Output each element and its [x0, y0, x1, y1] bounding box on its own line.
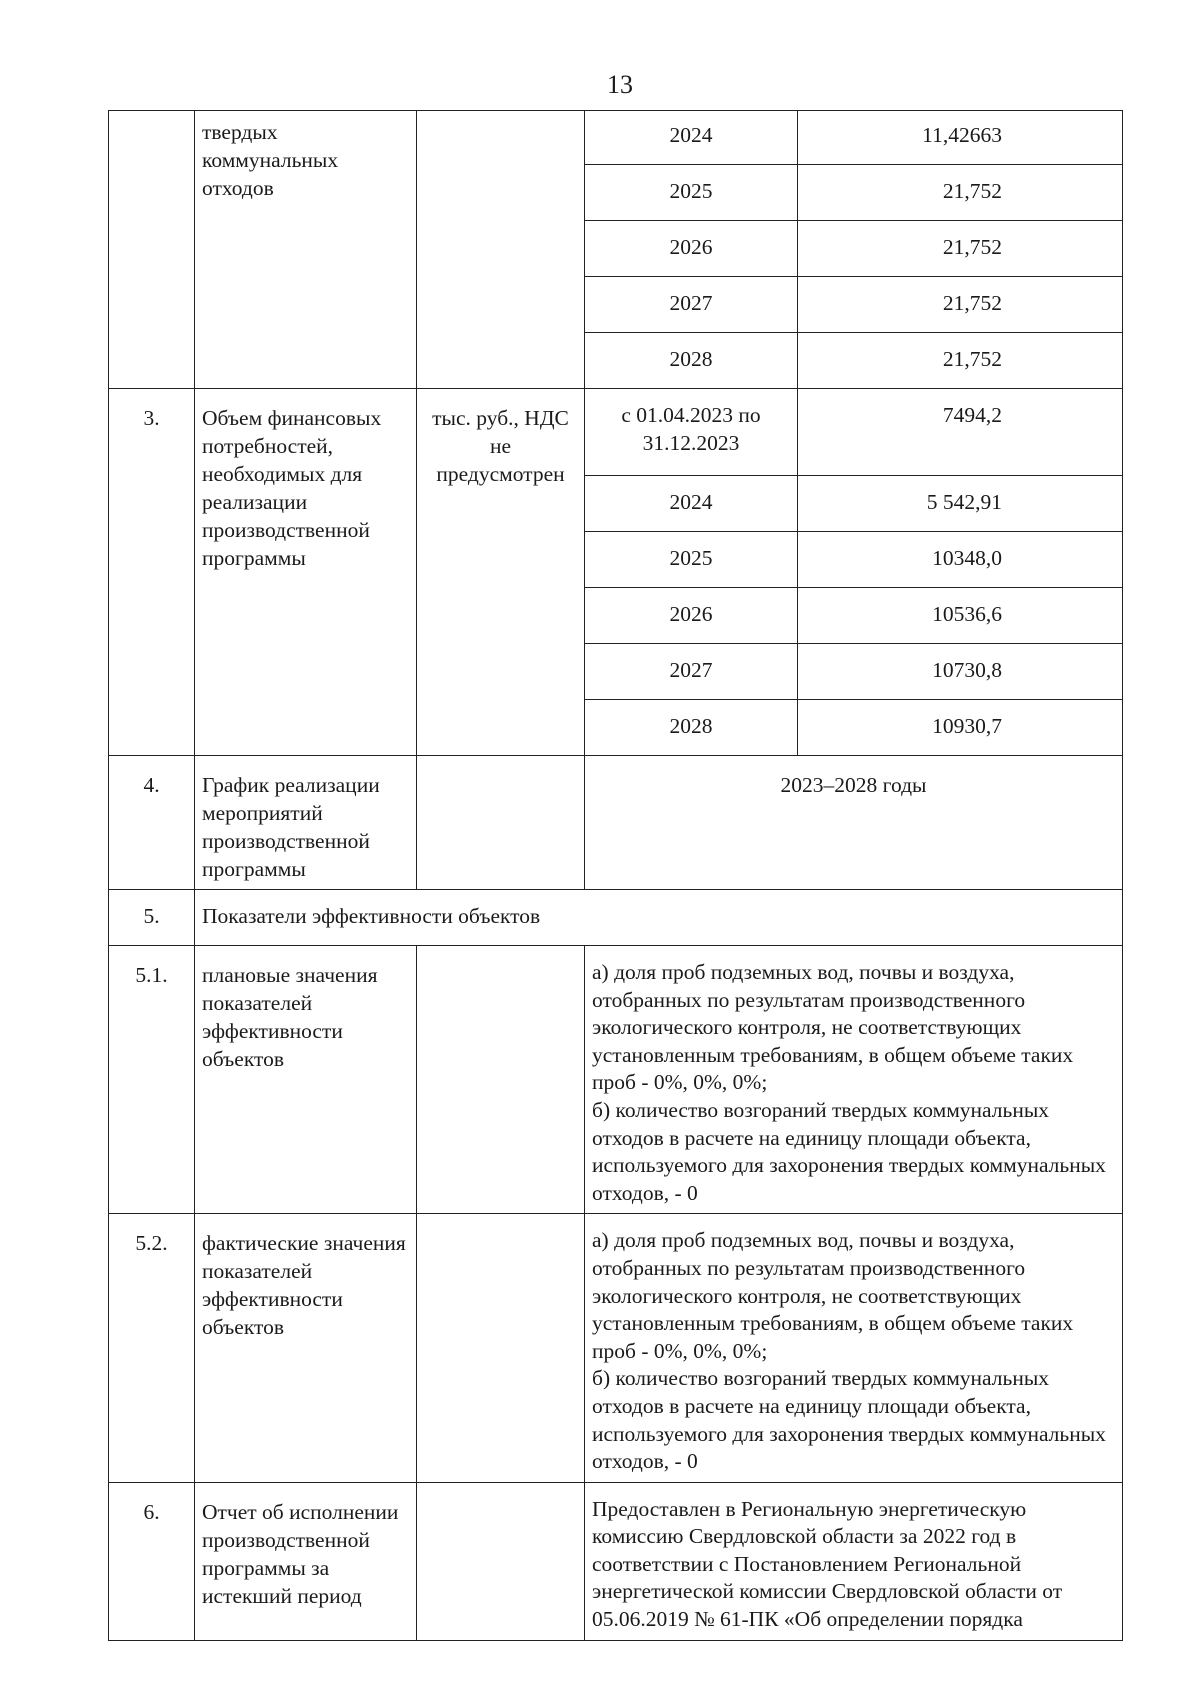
row-number-cell: [109, 111, 195, 389]
value-cell: 10930,7: [798, 700, 1123, 756]
row-unit-cell: [417, 1214, 585, 1482]
table-row: [109, 1482, 1123, 1640]
year-cell: 2027: [585, 644, 798, 700]
year-cell: 2024: [585, 111, 798, 165]
value-cell: 21,752: [798, 221, 1123, 277]
row-name-cell: твердых коммунальных отходов: [195, 111, 417, 389]
indicator-text-a: а) доля проб подземных вод, почвы и воздуха, отобранных по результатам производственного экологического контроля, не соответствующих установленным требованиям, в общем объеме таких проб - 0%, 0%, 0%;: [592, 1228, 1074, 1363]
row-number-cell: 5.1.: [109, 946, 195, 1214]
row-number-cell: 3.: [109, 389, 195, 756]
row-number-cell: 6.: [109, 1482, 195, 1640]
value-cell: 21,752: [798, 277, 1123, 333]
period-cell: с 01.04.2023 по 31.12.2023: [585, 389, 798, 476]
table-row: [109, 756, 1123, 890]
value-cell: 21,752: [798, 333, 1123, 389]
year-cell: 2025: [585, 532, 798, 588]
indicator-text-b: б) количество возгораний твердых коммунальных отходов в расчете на единицу площади объекта, используемого для захоронения твердых коммунальных отходов, - 0: [592, 1366, 1106, 1474]
year-cell: 2026: [585, 221, 798, 277]
row-unit-cell: [417, 946, 585, 1214]
value-cell: 10536,6: [798, 588, 1123, 644]
value-cell: 10348,0: [798, 532, 1123, 588]
row-name-cell: плановые значения показателей эффективности объектов: [195, 946, 417, 1214]
value-cell: 10730,8: [798, 644, 1123, 700]
indicator-text-cell: [585, 1214, 1123, 1482]
row-unit-cell: тыс. руб., НДС не предусмотрен: [417, 389, 585, 756]
year-cell: 2024: [585, 476, 798, 532]
page-number: 13: [607, 70, 633, 99]
table-row: [109, 1214, 1123, 1482]
value-cell: 7494,2: [798, 389, 1123, 476]
indicator-text-a: а) доля проб подземных вод, почвы и воздуха, отобранных по результатам производственного экологического контроля, не соответствующих установленным требованиям, в общем объеме таких проб - 0%, 0%, 0%;: [592, 960, 1074, 1095]
row-unit-cell: [417, 111, 585, 389]
value-cell: 11,42663: [798, 111, 1123, 165]
table-row: [109, 111, 1123, 165]
indicator-text-b: б) количество возгораний твердых коммунальных отходов в расчете на единицу площади объекта, используемого для захоронения твердых коммунальных отходов, - 0: [592, 1097, 1106, 1205]
report-text-cell: Предоставлен в Региональную энергетическую комиссию Свердловской области за 2022 год в соответствии с Постановлением Региональной энергетической комиссии Свердловской области от 05.06.2019 № 61-ПК «Об определении порядка: [585, 1482, 1123, 1640]
year-cell: 2026: [585, 588, 798, 644]
row-number-cell: 4.: [109, 756, 195, 890]
row-name-cell: Объем финансовых потребностей, необходимых для реализации производственной программы: [195, 389, 417, 756]
program-table: [108, 110, 1123, 1641]
table-row: [109, 389, 1123, 476]
value-cell: 5 542,91: [798, 476, 1123, 532]
row-number-cell: 5.2.: [109, 1214, 195, 1482]
value-cell: 21,752: [798, 165, 1123, 221]
year-cell: 2028: [585, 333, 798, 389]
section-heading-cell: Показатели эффективности объектов: [195, 890, 1123, 946]
year-cell: 2025: [585, 165, 798, 221]
row-name-cell: Отчет об исполнении производственной программы за истекший период: [195, 1482, 417, 1640]
row-unit-cell: [417, 756, 585, 890]
year-cell: 2027: [585, 277, 798, 333]
row-number-cell: 5.: [109, 890, 195, 946]
indicator-text-cell: [585, 946, 1123, 1214]
table-row: [109, 946, 1123, 1214]
row-name-cell: График реализации мероприятий производственной программы: [195, 756, 417, 890]
year-cell: 2028: [585, 700, 798, 756]
row-unit-cell: [417, 1482, 585, 1640]
schedule-value-cell: 2023–2028 годы: [585, 756, 1123, 890]
table-row: [109, 890, 1123, 946]
row-name-cell: фактические значения показателей эффективности объектов: [195, 1214, 417, 1482]
